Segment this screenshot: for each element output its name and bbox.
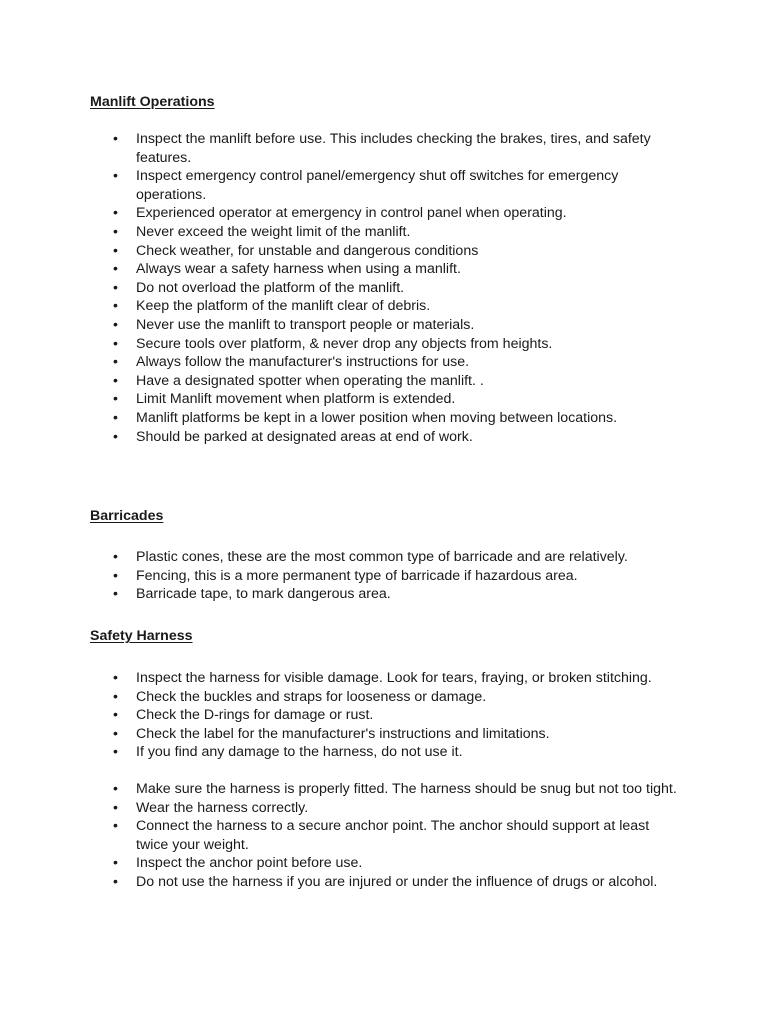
list-item: • Do not overload the platform of the manlift. (0, 279, 768, 298)
manlift-operations-list (0, 130, 768, 446)
list-item: • Connect the harness to a secure anchor point. The anchor should support at least twice your weight. (0, 817, 768, 854)
list-item: • Wear the harness correctly. (0, 799, 768, 818)
list-item: • Never use the manlift to transport people or materials. (0, 316, 768, 335)
list-item: • If you find any damage to the harness, do not use it. (0, 743, 768, 762)
list-item: • Inspect the harness for visible damage. Look for tears, fraying, or broken stitching. (0, 669, 768, 688)
list-item: • Plastic cones, these are the most common type of barricade and are relatively. (0, 548, 768, 567)
list-item: • Manlift platforms be kept in a lower position when moving between locations. (0, 409, 768, 428)
list-item: • Inspect the manlift before use. This includes checking the brakes, tires, and safety features. (0, 130, 768, 167)
list-item: • Check weather, for unstable and dangerous conditions (0, 242, 768, 261)
section-heading-manlift-operations: Manlift Operations (90, 94, 215, 110)
section-heading-barricades: Barricades (90, 508, 164, 524)
list-item: • Always follow the manufacturer's instructions for use. (0, 353, 768, 372)
list-item: • Make sure the harness is properly fitted. The harness should be snug but not too tight. (0, 780, 768, 799)
list-item: • Inspect emergency control panel/emergency shut off switches for emergency operations. (0, 167, 768, 204)
list-item: • Have a designated spotter when operating the manlift. . (0, 372, 768, 391)
list-item: • Experienced operator at emergency in control panel when operating. (0, 204, 768, 223)
list-item: • Limit Manlift movement when platform is extended. (0, 390, 768, 409)
section-heading-safety-harness: Safety Harness (90, 628, 193, 644)
list-item: • Keep the platform of the manlift clear of debris. (0, 297, 768, 316)
harness-usage-list (0, 780, 768, 892)
list-item: • Should be parked at designated areas at end of work. (0, 428, 768, 447)
list-item: • Fencing, this is a more permanent type of barricade if hazardous area. (0, 567, 768, 586)
list-item: • Secure tools over platform, & never drop any objects from heights. (0, 335, 768, 354)
list-item: • Check the buckles and straps for looseness or damage. (0, 688, 768, 707)
list-item: • Check the label for the manufacturer's instructions and limitations. (0, 725, 768, 744)
list-item: • Barricade tape, to mark dangerous area. (0, 585, 768, 604)
list-item: • Never exceed the weight limit of the manlift. (0, 223, 768, 242)
barricades-list (0, 548, 768, 604)
list-item: • Always wear a safety harness when using a manlift. (0, 260, 768, 279)
list-item: • Do not use the harness if you are injured or under the influence of drugs or alcohol. (0, 873, 768, 892)
list-item: • Check the D-rings for damage or rust. (0, 706, 768, 725)
harness-inspection-list (0, 669, 768, 762)
list-item: • Inspect the anchor point before use. (0, 854, 768, 873)
